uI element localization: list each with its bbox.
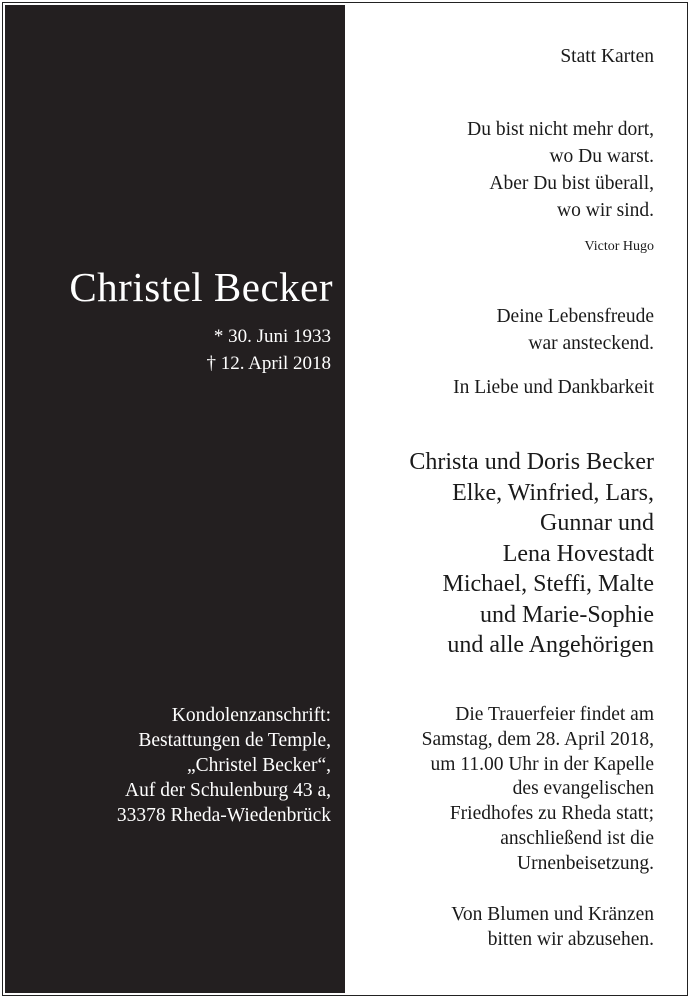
- poem: [467, 116, 654, 224]
- birth-date: * 30. Juni 1933: [213, 326, 331, 347]
- condolence-address: [117, 703, 331, 828]
- condolence-line: Bestattungen de Temple,: [138, 730, 331, 751]
- flowers-line: Von Blumen und Kränzen: [451, 904, 654, 925]
- tribute-closing: In Liebe und Dankbarkeit: [453, 377, 654, 398]
- mourner-line: und Marie-Sophie: [480, 601, 654, 628]
- mourner-line: Michael, Steffi, Malte: [442, 571, 654, 597]
- poem-line: wo wir sind.: [557, 200, 654, 221]
- tribute-line: war ansteckend.: [528, 333, 654, 354]
- service-line: Friedhofes zu Rheda statt;: [449, 803, 654, 825]
- flowers-line: bitten wir abzusehen.: [487, 928, 654, 950]
- mourner-line: Lena Hovestadt: [502, 540, 654, 567]
- mourner-line: Gunnar und: [540, 510, 654, 536]
- poem-line: Du bist nicht mehr dort,: [467, 119, 654, 140]
- flowers-note: [451, 903, 654, 953]
- tribute: [496, 303, 654, 357]
- service-line: Urnenbeisetzung.: [517, 852, 654, 874]
- service-line: Samstag, dem 28. April 2018,: [421, 728, 654, 750]
- condolence-line: „Christel Becker“,: [186, 755, 331, 776]
- tribute-line: Deine Lebensfreude: [496, 306, 654, 327]
- death-date: † 12. April 2018: [206, 353, 331, 374]
- mourners: [409, 447, 654, 661]
- deceased-name: Christel Becker: [69, 264, 333, 310]
- condolence-line: 33378 Rheda-Wiedenbrück: [116, 805, 331, 826]
- header-note: Statt Karten: [560, 46, 654, 67]
- service-line: Die Trauerfeier findet am: [455, 704, 654, 725]
- condolence-line: Auf der Schulenburg 43 a,: [125, 780, 331, 801]
- life-dates: [206, 323, 331, 377]
- service-line: des evangelischen: [512, 778, 654, 800]
- right-panel: [345, 5, 687, 993]
- mourner-line: Christa und Doris Becker: [409, 449, 654, 475]
- condolence-line: Kondolenzanschrift:: [171, 705, 331, 726]
- mourner-line: Elke, Winfried, Lars,: [452, 479, 654, 506]
- service-info: [422, 703, 654, 877]
- poem-author: Victor Hugo: [584, 239, 654, 254]
- poem-line: wo Du warst.: [549, 146, 654, 167]
- poem-line: Aber Du bist überall,: [489, 173, 654, 194]
- mourner-line: und alle Angehörigen: [447, 632, 654, 658]
- left-panel: [5, 5, 345, 993]
- service-line: um 11.00 Uhr in der Kapelle: [430, 753, 654, 775]
- service-line: anschließend ist die: [500, 827, 654, 849]
